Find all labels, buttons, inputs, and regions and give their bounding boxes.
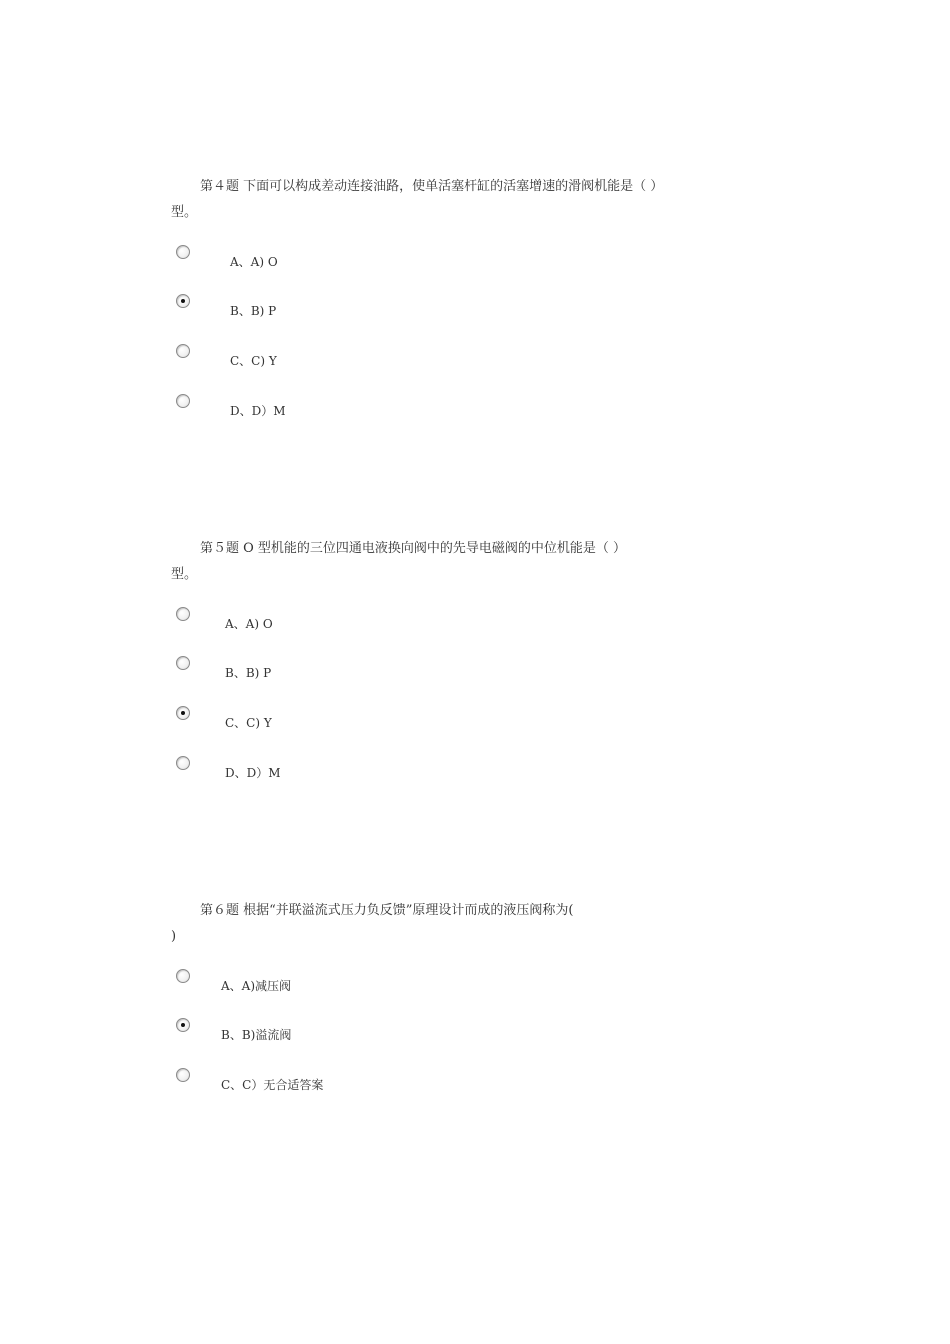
question-text-continuation: 型。 (171, 567, 198, 582)
option-label: B、B) P (225, 666, 272, 680)
option-a[interactable] (176, 969, 576, 1003)
radio-dot-icon (181, 299, 185, 303)
option-d[interactable] (176, 394, 576, 428)
option-label: B、B)溢流阀 (221, 1028, 292, 1042)
radio-button[interactable] (176, 245, 190, 259)
question-text: 第４题 下面可以构成差动连接油路，使单活塞杆缸的活塞增速的滑阀机能是（ ） (200, 179, 664, 194)
option-c[interactable] (176, 344, 576, 378)
option-b[interactable] (176, 294, 576, 328)
option-c[interactable] (176, 1068, 576, 1102)
radio-button[interactable] (176, 1068, 190, 1082)
option-label: C、C) Y (225, 716, 272, 730)
option-c[interactable] (176, 706, 576, 740)
radio-dot-icon (181, 711, 185, 715)
option-d[interactable] (176, 756, 576, 790)
radio-button[interactable] (176, 344, 190, 358)
question-text: 第６题 根据“并联溢流式压力负反馈”原理设计而成的液压阀称为( (200, 903, 574, 918)
question-text-continuation: 型。 (171, 205, 198, 220)
option-label: C、C) Y (230, 354, 277, 368)
question-text-continuation: ) (171, 929, 177, 944)
option-label: D、D）M (230, 404, 286, 418)
option-b[interactable] (176, 656, 576, 690)
option-label: A、A)减压阀 (221, 979, 292, 993)
option-a[interactable] (176, 607, 576, 641)
radio-button[interactable] (176, 756, 190, 770)
option-label: C、C）无合适答案 (221, 1078, 324, 1092)
radio-button[interactable] (176, 394, 190, 408)
option-label: D、D）M (225, 766, 281, 780)
radio-button[interactable] (176, 656, 190, 670)
question-text: 第５题 O 型机能的三位四通电液换向阀中的先导电磁阀的中位机能是（ ） (200, 541, 627, 556)
radio-button-selected[interactable] (176, 706, 190, 720)
option-a[interactable] (176, 245, 576, 279)
option-label: A、A) O (230, 255, 278, 269)
option-label: B、B) P (230, 304, 277, 318)
radio-dot-icon (181, 1023, 185, 1027)
radio-button-selected[interactable] (176, 1018, 190, 1032)
option-b[interactable] (176, 1018, 576, 1052)
radio-button-selected[interactable] (176, 294, 190, 308)
option-label: A、A) O (225, 617, 273, 631)
radio-button[interactable] (176, 607, 190, 621)
radio-button[interactable] (176, 969, 190, 983)
